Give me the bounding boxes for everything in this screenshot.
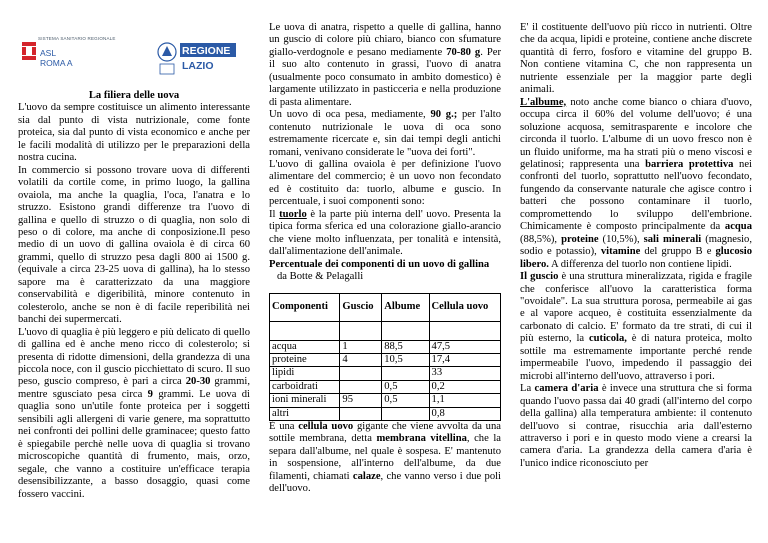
table-cell: 1,1 [429, 394, 500, 407]
table-cell: 0,5 [382, 394, 429, 407]
asl-text: ASL [40, 48, 57, 58]
asl-roma-a-logo [20, 38, 110, 80]
table-cell: altri [270, 407, 340, 420]
table-row [270, 367, 501, 380]
table-cell [382, 407, 429, 420]
table-source: da Botte & Pelagalli [277, 271, 364, 283]
anatra-paragraph: Le uova di anatra, rispetto a quelle di gallina, hanno un guscio di colore più chiaro, bianco con sfumature giallo-verdognole e pesano mediamente 70-80 g. Per il suo alto contenuto in grassi, l'uovo di anatra (usualmente poco consumato in ambito domestico) è largamente utilizzato in pasticceria e nella produzione di pasta alimentare. [269, 22, 501, 108]
logo-header [18, 24, 250, 90]
table-cell: acqua [270, 340, 340, 353]
table-row [270, 340, 501, 353]
table-header-row [270, 293, 501, 321]
column-3 [520, 22, 752, 470]
article-title: La filiera delle uova [88, 90, 180, 101]
table-cell: 88,5 [382, 340, 429, 353]
table-cell: 0,8 [429, 407, 500, 420]
camera-aria-paragraph: La camera d'aria è invece una struttura che si forma quando l'uovo passa dai 40 gradi (all'interno del corpo della gallina) alla temperatura ambiente: il contenuto dell'uovo si contrae, risucchia aria dall'esterno attraverso i pori e in questo modo viene a crearsi la camera d'aria. La grandezza della camera d'aria è l'unico indice riconosciuto per [520, 383, 753, 469]
table-header: Albume [382, 293, 429, 321]
column-1 [18, 24, 250, 501]
ssr-label: SISTEMA SANITARIO REGIONALE [38, 36, 116, 41]
table-row [270, 380, 501, 393]
gallina-paragraph: L'uovo di gallina ovaiola è per definizione l'uovo alimentare del commercio; è un uovo non fecondato ed è costituito da: tuorlo, albume e guscio. In percentuale, i suoi componenti sono: [269, 158, 501, 208]
table-cell: 10,5 [382, 353, 429, 366]
table-header: Guscio [340, 293, 382, 321]
table-cell: ioni minerali [270, 394, 340, 407]
table-cell: proteine [270, 353, 340, 366]
components-table [269, 293, 501, 421]
guscio-paragraph: Il guscio è una struttura mineralizzata, rigida e fragile che conferisce all'uovo la caratteristica forma "ovoidale". La sua struttura porosa, permeabile ai gas e al vapore acqueo, è costituita essenzialmente da carbonato di calcio. E' formato da tre strati, di cui il più esterno, la cuticola, è di natura proteica, molto sottile ma estremamente importante perché rende impermeabile l'uovo, impedendo il passaggio dei microbi all'interno dell'uovo, attraverso i pori. [520, 271, 752, 382]
table-row [270, 353, 501, 366]
table-cell [340, 407, 382, 420]
regione-lazio-logo [156, 38, 238, 78]
table-cell: carboidrati [270, 380, 340, 393]
table-cell: 4 [340, 353, 382, 366]
column-2 [269, 22, 501, 496]
table-cell [340, 367, 382, 380]
cellula-uovo-paragraph: È una cellula uovo gigante che viene avvolta da una sottile membrana, detta membrana vitellina, che la separa dall'albume, nel quale è sospesa. E' mantenuto in sospensione, all'interno dell'albume, da due filamenti, chiamati calaze, che vanno verso i due poli dell'uovo. [269, 420, 501, 495]
table-cell: 1 [340, 340, 382, 353]
table-header: Componenti [270, 293, 340, 321]
table-cell: lipidi [270, 367, 340, 380]
table-cell: 0,5 [382, 380, 429, 393]
roma-a-text: ROMA A [40, 58, 73, 68]
table-row [270, 321, 501, 340]
table-cell: 33 [429, 367, 500, 380]
table-title: Percentuale dei componenti di un uovo di gallina [269, 258, 490, 270]
quaglia-paragraph: L'uovo di quaglia è più leggero e più delicato di quello di gallina ed è anche meno ricco di colesterolo; si presenta di ridotte dimensioni, della grandezza di una piccola noce, con il guscio picchiettato di scuro. Il suo peso, guscio compreso, è pari a circa 20-30 grammi, mentre sgusciato pesa circa 9 grammi. Le uova di quaglia sono un'utile fonte proteica per i soggetti sensibili agli allergeni di varie genere, ma soprattutto nei confronti dei pollini delle graminacee; questo fatto è spiegabile perchè nelle uova di quaglia si trovano microscopiche quantità di frumento, mais, orzo, segale, che vanno a costituire un'efficace terapia desensibilizzante, a basso dosaggio, quasi come fossero vaccini. [18, 326, 250, 500]
lazio-text: LAZIO [182, 60, 214, 72]
table-cell: 95 [340, 394, 382, 407]
nutrienti-paragraph: E' il costituente dell'uovo più ricco in nutrienti. Oltre che da acqua, lipidi e proteine, contiene anche discrete quantità di ferro, fosforo e vitamine del gruppo B. Non contiene vitamina C, che non rappresenta un nutriente essenziale per la maggior parte degli animali. [520, 22, 752, 96]
intro-paragraph: L'uovo da sempre costituisce un alimento interessante sia dal punto di vista nutrizionale, come fonte proteica, sia dal punto di vista economico e anche per le facili modalità di utilizzo per le preparazioni della nostra cucina. [18, 102, 250, 164]
volatili-paragraph: In commercio si possono trovare uova di differenti volatili da cortile come, in primo luogo, la gallina ovaiola, ma anche la quaglia, l'oca, l'anatra e lo struzzo. Esistono grandi differenze tra l'uovo di gallina e quello di struzzo o di quaglia, non solo di peso o di colore, ma anche di conposizione.Il peso medio di un uovo di gallina ovaiola è di circa 60 grammi, quello di struzzo pesa dagli 800 ai 1500 g. (equivale a circa 23-25 uova di gallina), ha lo stesso sapore ma è caratterizzato da una maggiore conservabilità e digeribilità, minore contenuto in colesterolo, anche se non è di facile reperibilità nei banchi dei supermercati. [18, 164, 250, 326]
table-cell [382, 367, 429, 380]
tuorlo-paragraph: Il tuorlo è la parte più interna dell' uovo. Presenta la tipica forma sferica ed una colorazione giallo-arancio che viene molto influenzata, per tonalità e intensità, dall'alimentazione dell'animale. [269, 208, 501, 258]
table-row [270, 394, 501, 407]
regione-text: REGIONE [182, 45, 231, 57]
table-row [270, 407, 501, 420]
table-cell: 47,5 [429, 340, 500, 353]
oca-paragraph: Un uovo di oca pesa, mediamente, 90 g.; per l'alto contenuto nutrizionale le uova di oca sono estremamente ricercate e, sin dai tempi degli antichi romani, venivano considerate le "uova dei forti". [269, 109, 502, 158]
table-header: Cellula uovo [429, 293, 500, 321]
table-cell [340, 380, 382, 393]
albume-paragraph: L'albume, noto anche come bianco o chiara d'uovo, occupa circa il 60% del volume dell'uovo; é una soluzione acquosa, semitrasparente e incolore che circonda il tuorlo. L'albume di un uovo fresco non è un fluido uniforme, ma ha strati più o meno viscosi e gelatinosi; rappresenta una barriera protettiva nei confronti del tuorlo, soprattutto nell'uovo fecondato, fungendo da conservante naturale che agisce contro i batteri che possono contaminare il tuorlo, compromettendo lo sviluppo dell'embrione. Chimicamente è composto principalmente da acqua (88,5%), proteine (10,5%), sali minerali (magnesio, sodio e potassio), vitamine del gruppo B e glucosio libero. A differenza del tuorlo non contiene lipidi. [520, 96, 753, 270]
table-cell: 17,4 [429, 353, 500, 366]
table-cell: 0,2 [429, 380, 500, 393]
